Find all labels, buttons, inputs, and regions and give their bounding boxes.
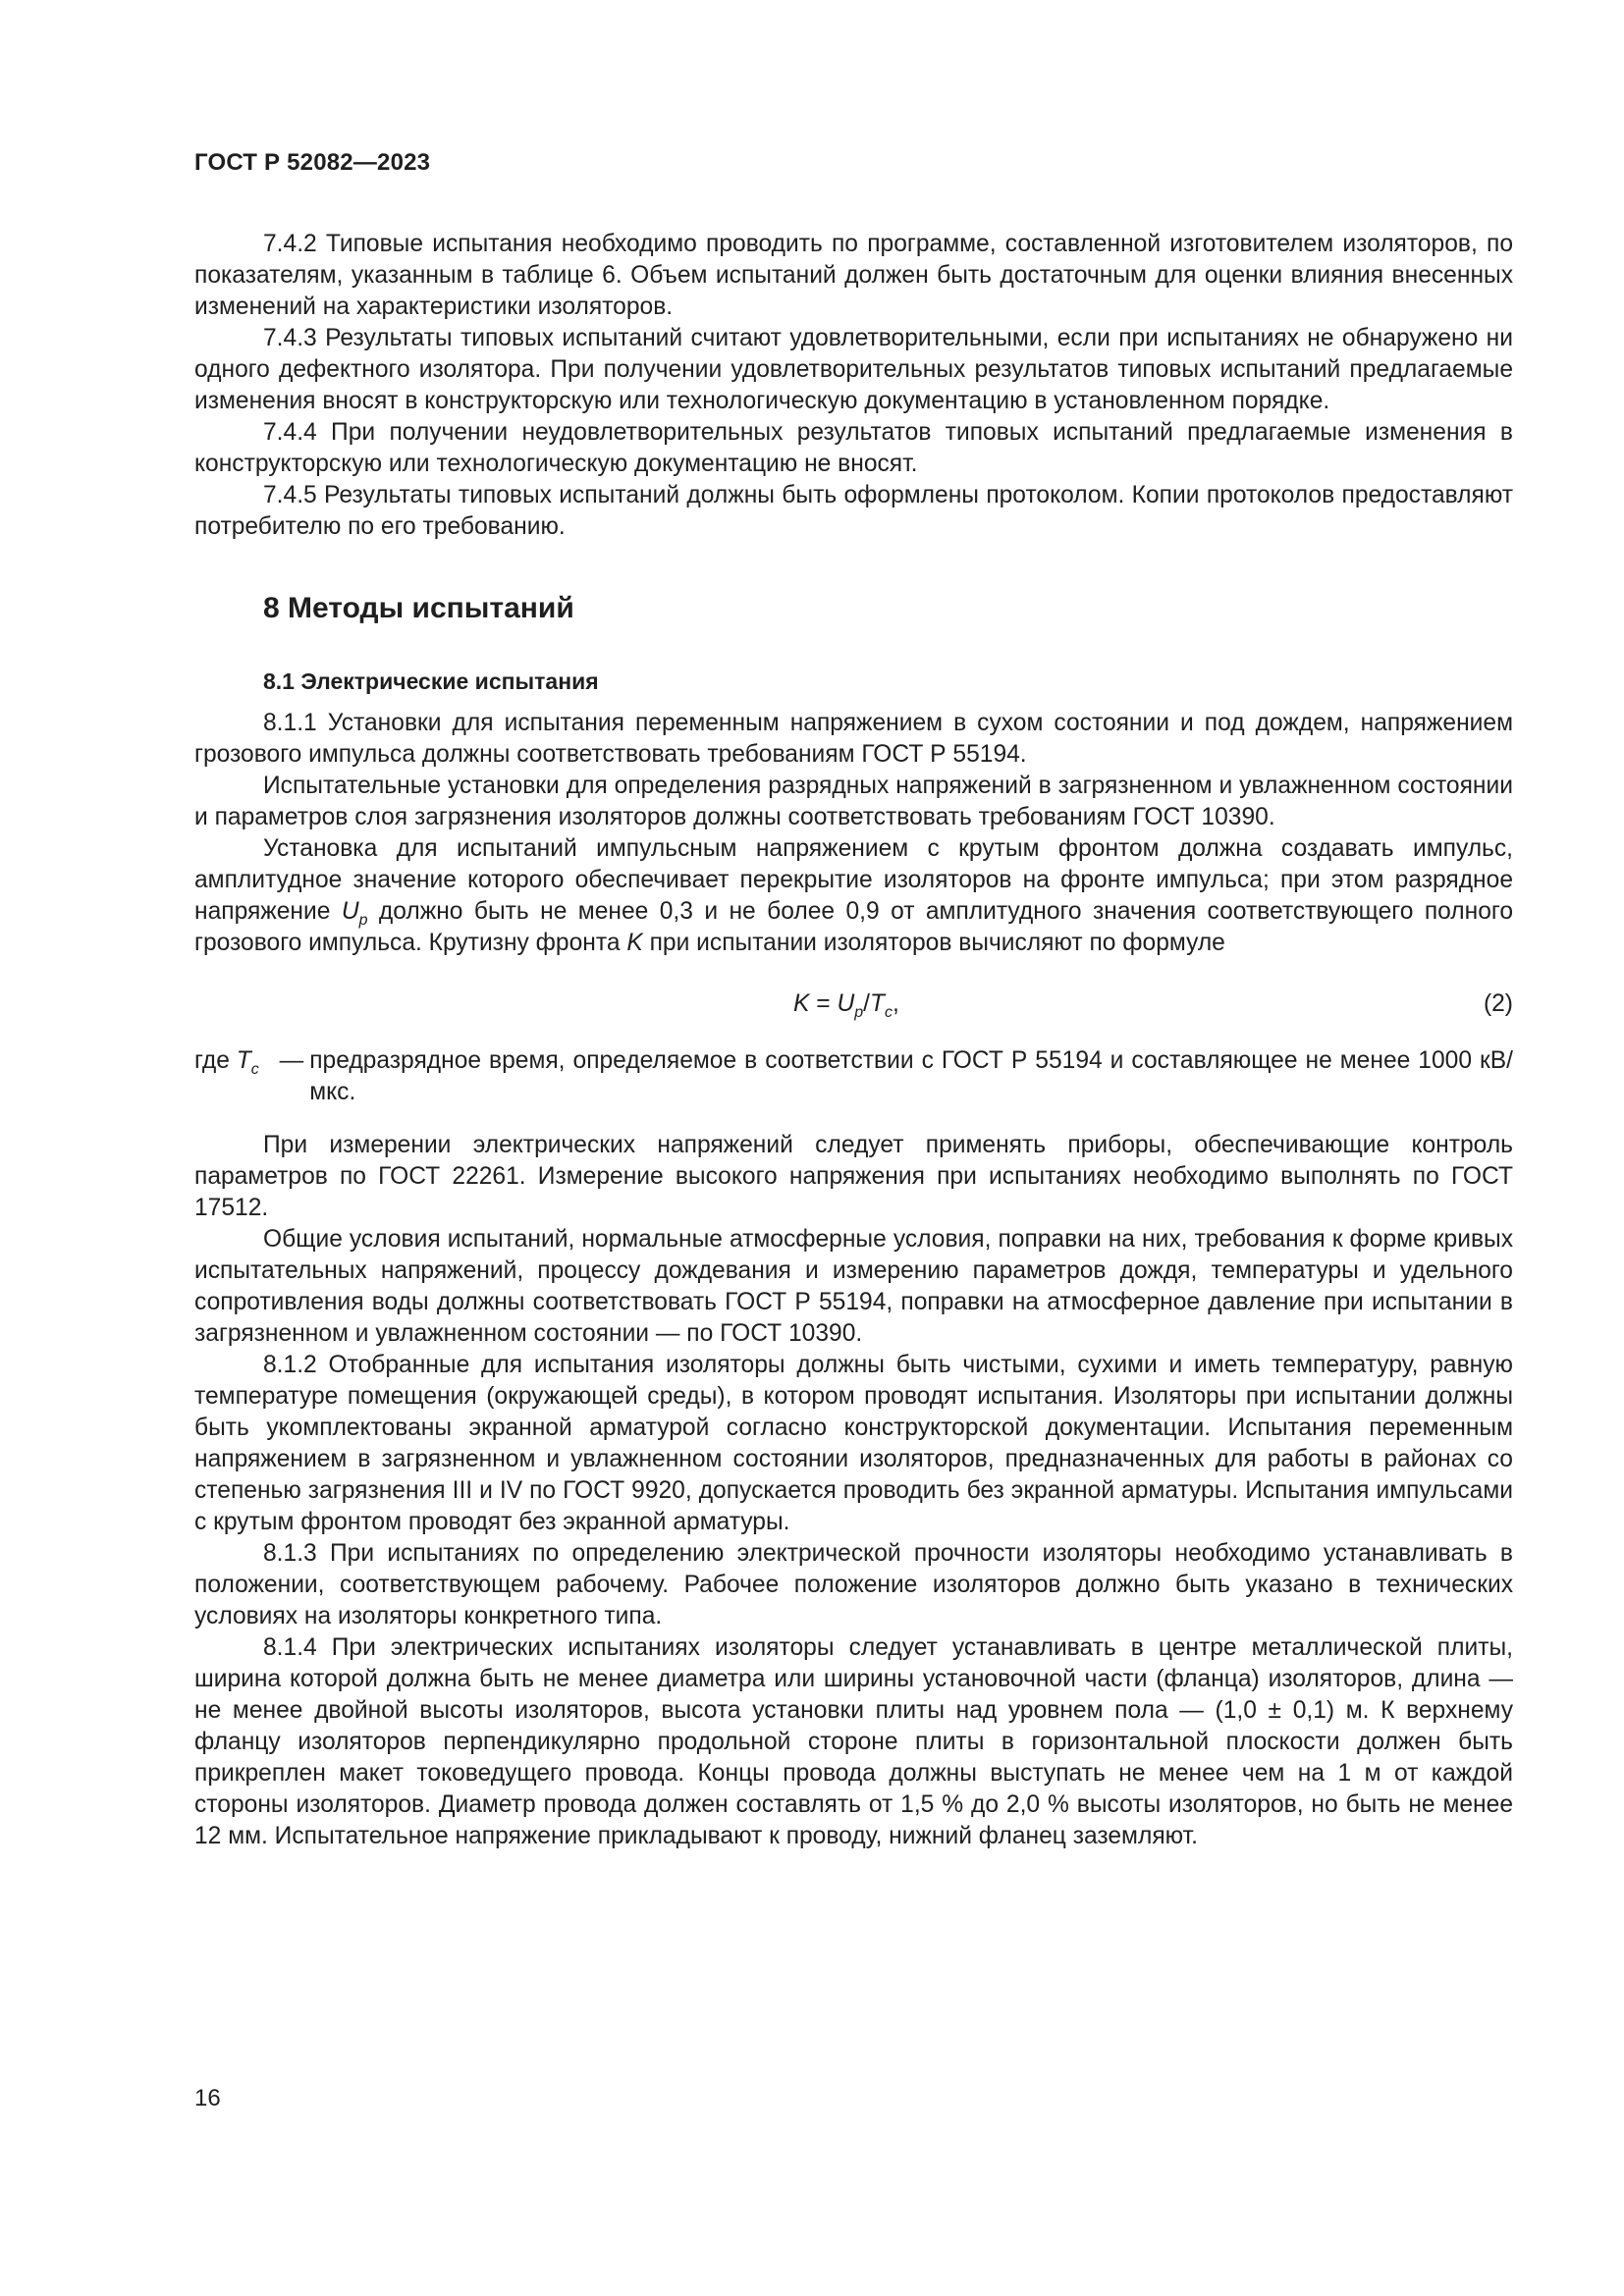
formula-eq: =	[809, 990, 838, 1017]
section-title: 8 Методы испытаний	[263, 592, 574, 624]
sub-p: p	[358, 912, 368, 929]
paragraph-8-1-1: 8.1.1 Установки для испытания переменным напряжением в сухом состоянии и под дождем, напряжением грозового импульса должны соответствовать требованиям ГОСТ Р 55194.	[194, 710, 1513, 768]
paragraph-general-conditions: Общие условия испытаний, нормальные атмосферные условия, поправки на них, требования к форме кривых испытательных напряжений, процессу дождевания и измерению параметров дождя, температуры и удельного сопротивления воды должны соответствовать ГОСТ Р 55194, поправки на атмосферное давление при испытании в загрязненном и увлажненном состоянии — по ГОСТ 10390.	[194, 1226, 1513, 1347]
impulse-text-3: при испытании изоляторов вычисляют по формуле	[642, 930, 1225, 956]
paragraph-7-4-2: 7.4.2 Типовые испытания необходимо проводить по программе, составленной изготовителем изоляторов, по показателям, указанным в таблице 6. Объем испытаний должен быть достаточным для оценки влияния внесенных изменений на характеристики изоляторов.	[194, 231, 1513, 320]
var-u: U	[341, 898, 359, 925]
var-k: K	[626, 930, 643, 956]
impulse-text-2: должно быть не менее 0,3 и не более 0,9 от амплитудного значения соответствующего полного грозового импульса. Крутизну фронта	[194, 898, 1513, 956]
paragraph-8-1-2: 8.1.2 Отобранные для испытания изоляторы должны быть чистыми, сухими и иметь температуру, равную температуре помещения (окружающей среды), в котором проводят испытания. Изоляторы при испытании должны быть укомплектованы экранной арматурой согласно конструкторской документации. Испытания переменным напряжением в загрязненном и увлажненном состоянии изоляторов, предназначенных для работы в районах со степенью загрязнения III и IV по ГОСТ 9920, допускается проводить без экранной арматуры. Испытания импульсами с крутым фронтом проводят без экранной арматуры.	[194, 1352, 1513, 1535]
paragraph-8-1-3: 8.1.3 При испытаниях по определению электрической прочности изоляторы необходимо устанавливать в положении, соответствующем рабочему. Рабочее положение изоляторов должно быть указано в технических условиях на изоляторы конкретного типа.	[194, 1540, 1513, 1629]
formula-slash: /	[863, 990, 870, 1017]
formula-2	[194, 988, 1513, 1022]
formula-number: (2)	[1483, 990, 1513, 1017]
paragraph-7-4-3: 7.4.3 Результаты типовых испытаний считают удовлетворительными, если при испытаниях не обнаружено ни одного дефектного изолятора. При получении удовлетворительных результатов типовых испытаний предлагаемые изменения вносят в конструкторскую или технологическую документацию в установленном порядке.	[194, 325, 1513, 414]
where-dash: —	[272, 1047, 304, 1074]
document-body	[194, 229, 1513, 1852]
formula-sub-p: p	[854, 1004, 864, 1021]
where-term	[194, 1045, 303, 1108]
paragraph-7-4-4: 7.4.4 При получении неудовлетворительных результатов типовых испытаний предлагаемые изменения в конструкторскую или технологическую документацию не вносят.	[194, 419, 1513, 477]
where-label: где	[194, 1047, 237, 1074]
formula-u: U	[837, 990, 855, 1017]
where-clause	[194, 1045, 1513, 1108]
where-sub-c: c	[250, 1061, 259, 1078]
document-header: ГОСТ Р 52082—2023	[194, 149, 431, 176]
paragraph-impulse	[194, 833, 1513, 959]
formula-comma: ,	[892, 990, 899, 1017]
where-var-t: T	[236, 1047, 251, 1074]
formula-sub-c: c	[884, 1004, 893, 1021]
where-definition: предразрядное время, определяемое в соответствии с ГОСТ Р 55194 и составляющее не менее 1000 кВ/мкс.	[309, 1047, 1513, 1105]
paragraph-measurement: При измерении электрических напряжений следует применять приборы, обеспечивающие контроль параметров по ГОСТ 22261. Измерение высокого напряжения при испытаниях необходимо выполнять по ГОСТ 17512.	[194, 1132, 1513, 1221]
paragraph-8-1-4: 8.1.4 При электрических испытаниях изоляторы следует устанавливать в центре металлической плиты, ширина которой должна быть не менее диаметра или ширины установочной части (фланца) изоляторов, длина — не менее двойной высоты изоляторов, высота установки плиты над уровнем пола — (1,0 ± 0,1) м. К верхнему фланцу изоляторов перпендикулярно продольной стороне плиты в горизонтальной плоскости должен быть прикреплен макет токоведущего провода. Концы провода должны выступать не менее чем на 1 м от каждой стороны изоляторов. Диаметр провода должен составлять от 1,5 % до 2,0 % высоты изоляторов, но быть не менее 12 мм. Испытательное напряжение прикладывают к проводу, нижний фланец заземляют.	[194, 1634, 1513, 1849]
impulse-text-1: Установка для испытаний импульсным напряжением с крутым фронтом должна создавать импульс, амплитудное значение которого обеспечивает перекрытие изоляторов на фронте импульса; при этом разрядное напряжение	[194, 835, 1513, 925]
formula-k: K	[793, 990, 810, 1017]
subsection-title: 8.1 Электрические испытания	[263, 668, 599, 694]
formula-t: T	[869, 990, 885, 1017]
page-number: 16	[194, 2085, 221, 2111]
paragraph-7-4-5: 7.4.5 Результаты типовых испытаний должны быть оформлены протоколом. Копии протоколов предоставляют потребителю по его требованию.	[194, 482, 1513, 540]
formula-expression	[793, 988, 899, 1020]
paragraph-test-installations: Испытательные установки для определения разрядных напряжений в загрязненном и увлажненном состоянии и параметров слоя загрязнения изоляторов должны соответствовать требованиям ГОСТ 10390.	[194, 773, 1513, 830]
